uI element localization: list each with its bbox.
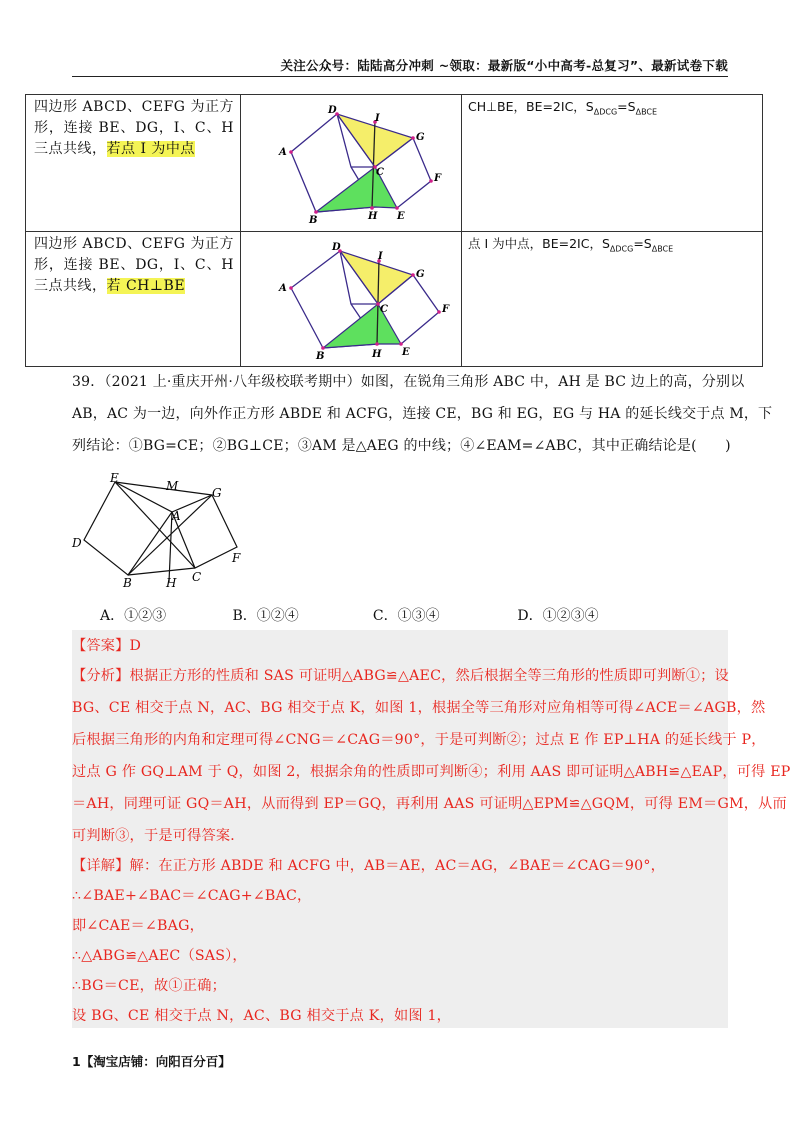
label-i: I bbox=[375, 113, 380, 124]
square-figure-2 bbox=[241, 232, 461, 365]
comparison-table bbox=[25, 94, 763, 367]
label-h: H bbox=[372, 349, 382, 360]
label-d: D bbox=[328, 105, 337, 116]
analysis-line: 【分析】根据正方形的性质和 SAS 可证明△ABG≌△AEC，然后根据全等三角形的性质即可判断①；设 bbox=[72, 668, 729, 684]
option-a[interactable]: A．①②③ bbox=[100, 608, 167, 624]
detail-line: 【详解】解：在正方形 ABDE 和 ACFG 中，AB＝AE，AC＝AG，∠BAE＝∠CAG＝90°， bbox=[72, 858, 666, 874]
label-e: E bbox=[402, 347, 410, 358]
figure-cell bbox=[241, 95, 462, 232]
condition-text: 四边形 ABCD、CEFG 为正方形，连接 BE、DG，I、C、H 三点共线， bbox=[34, 99, 234, 157]
question-line: AB，AC 为一边，向外作正方形 ABDE 和 ACFG，连接 CE，BG 和 EG，EG 与 HA 的延长线交于点 M，下 bbox=[72, 406, 773, 422]
condition-cell bbox=[26, 232, 241, 367]
label-d: D bbox=[332, 242, 341, 253]
label-m: M bbox=[166, 479, 179, 493]
label-f: F bbox=[232, 551, 241, 565]
label-c: C bbox=[192, 570, 202, 584]
analysis-line: 可判断③，于是可得答案． bbox=[72, 828, 245, 844]
label-g: G bbox=[416, 132, 425, 143]
subscript: ΔBCE bbox=[651, 244, 674, 254]
equals-text: =S bbox=[617, 99, 636, 114]
label-g: G bbox=[212, 486, 222, 500]
answer-options bbox=[100, 605, 720, 625]
subscript: ΔBCE bbox=[635, 107, 658, 117]
conclusion-text: 点 I 为中点，BE=2IC，S bbox=[468, 236, 610, 251]
label-f: F bbox=[442, 304, 450, 315]
detail-line: ∴∠BAE+∠BAC＝∠CAG+∠BAC， bbox=[72, 888, 312, 904]
question-figure bbox=[68, 470, 258, 592]
label-a: A bbox=[279, 147, 287, 158]
label-f: F bbox=[434, 173, 442, 184]
table-row bbox=[26, 95, 763, 232]
detail-line: ∴△ABG≌△AEC（SAS）， bbox=[72, 948, 247, 964]
option-d[interactable]: D．①②③④ bbox=[517, 608, 599, 624]
question-line: 39．（2021 上·重庆开州·八年级校联考期中）如图，在锐角三角形 ABC 中，AH 是 BC 边上的高，分别以 bbox=[72, 374, 745, 390]
label-b: B bbox=[123, 576, 132, 590]
label-g: G bbox=[416, 269, 425, 280]
figure-cell bbox=[241, 232, 462, 367]
label-d: D bbox=[72, 536, 82, 550]
analysis-line: ＝AH，同理可证 GQ＝AH，从而得到 EP＝GQ，再利用 AAS 可证明△EPM≌△GQM，可得 EM＝GM，从而 bbox=[72, 796, 787, 812]
label-e: E bbox=[397, 211, 405, 222]
label-a: A bbox=[172, 509, 181, 523]
option-c[interactable]: C．①③④ bbox=[372, 608, 440, 624]
subscript: ΔDCG bbox=[593, 107, 618, 117]
label-b: B bbox=[316, 351, 325, 362]
condition-text: 四边形 ABCD、CEFG 为正方形，连接 BE、DG，I、C、H 三点共线， bbox=[34, 236, 234, 294]
option-b[interactable]: B．①②④ bbox=[232, 608, 299, 624]
label-h: H bbox=[368, 211, 378, 222]
detail-line: 即∠CAE＝∠BAG， bbox=[72, 918, 205, 934]
header-divider bbox=[72, 76, 728, 77]
condition-cell bbox=[26, 95, 241, 232]
page-footer: 1【淘宝店铺：向阳百分百】 bbox=[72, 1054, 231, 1069]
label-c: C bbox=[376, 167, 384, 178]
label-h: H bbox=[166, 576, 177, 590]
conclusion-cell bbox=[462, 95, 763, 232]
conclusion-cell bbox=[462, 232, 763, 367]
conclusion-text: CH⊥BE，BE=2IC，S bbox=[468, 99, 594, 114]
highlighted-condition: 若点 I 为中点 bbox=[106, 141, 195, 157]
analysis-line: BG、CE 相交于点 N，AC、BG 相交于点 K，如图 1，根据全等三角形对应角相等可得∠ACE＝∠AGB，然 bbox=[72, 700, 766, 716]
table-row bbox=[26, 232, 763, 367]
highlighted-condition: 若 CH⊥BE bbox=[106, 278, 186, 294]
analysis-line: 后根据三角形的内角和定理可得∠CNG＝∠CAG＝90°，于是可判断②；过点 E 作 EP⊥HA 的延长线于 P， bbox=[72, 732, 766, 748]
label-a: A bbox=[279, 283, 287, 294]
page-header: 关注公众号：陆陆高分冲刺 ~领取：最新版“小中高考-总复习”、最新试卷下载 bbox=[280, 58, 728, 73]
detail-line: 设 BG、CE 相交于点 N，AC、BG 相交于点 K，如图 1， bbox=[72, 1008, 452, 1024]
analysis-line: 过点 G 作 GQ⊥AM 于 Q，如图 2，根据余角的性质即可判断④；利用 AAS 即可证明△ABH≌△EAP，可得 EP bbox=[72, 764, 791, 780]
equals-text: =S bbox=[633, 236, 652, 251]
label-b: B bbox=[309, 215, 318, 226]
square-figure-1 bbox=[241, 95, 461, 230]
subscript: ΔDCG bbox=[609, 244, 634, 254]
label-c: C bbox=[380, 304, 388, 315]
question-line: 列结论：①BG=CE；②BG⊥CE；③AM 是△AEG 的中线；④∠EAM=∠ABC，其中正确结论是( ) bbox=[72, 438, 731, 454]
label-e: E bbox=[110, 471, 119, 485]
label-i: I bbox=[378, 251, 383, 262]
detail-line: ∴BG＝CE，故①正确； bbox=[72, 978, 226, 994]
answer-line: 【答案】D bbox=[72, 638, 142, 654]
